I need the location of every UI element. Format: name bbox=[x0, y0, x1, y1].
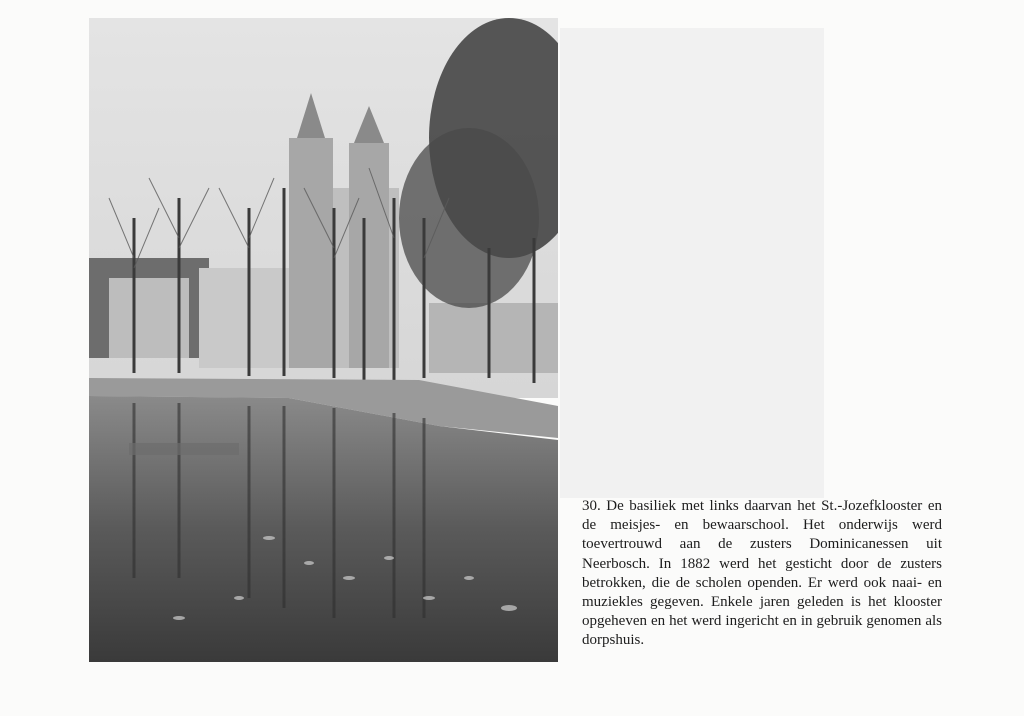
photo-caption: 30. De basiliek met links daarvan het St.-Jozefklooster en de meisjes- en bewaarschool. Het onderwijs werd toevertrouwd aan de zusters Dominicanessen uit Neerbosch. In 1882 werd het gesticht door de zusters betrokken, die de scholen openden. Er werd ook naai- en muziekles gegeven. Enkele jaren geleden is het klooster opgeheven en het werd ingericht en in gebruik genomen als dorpshuis. bbox=[582, 498, 942, 649]
page-background-panel bbox=[560, 28, 824, 498]
basilica-photo bbox=[89, 18, 558, 662]
